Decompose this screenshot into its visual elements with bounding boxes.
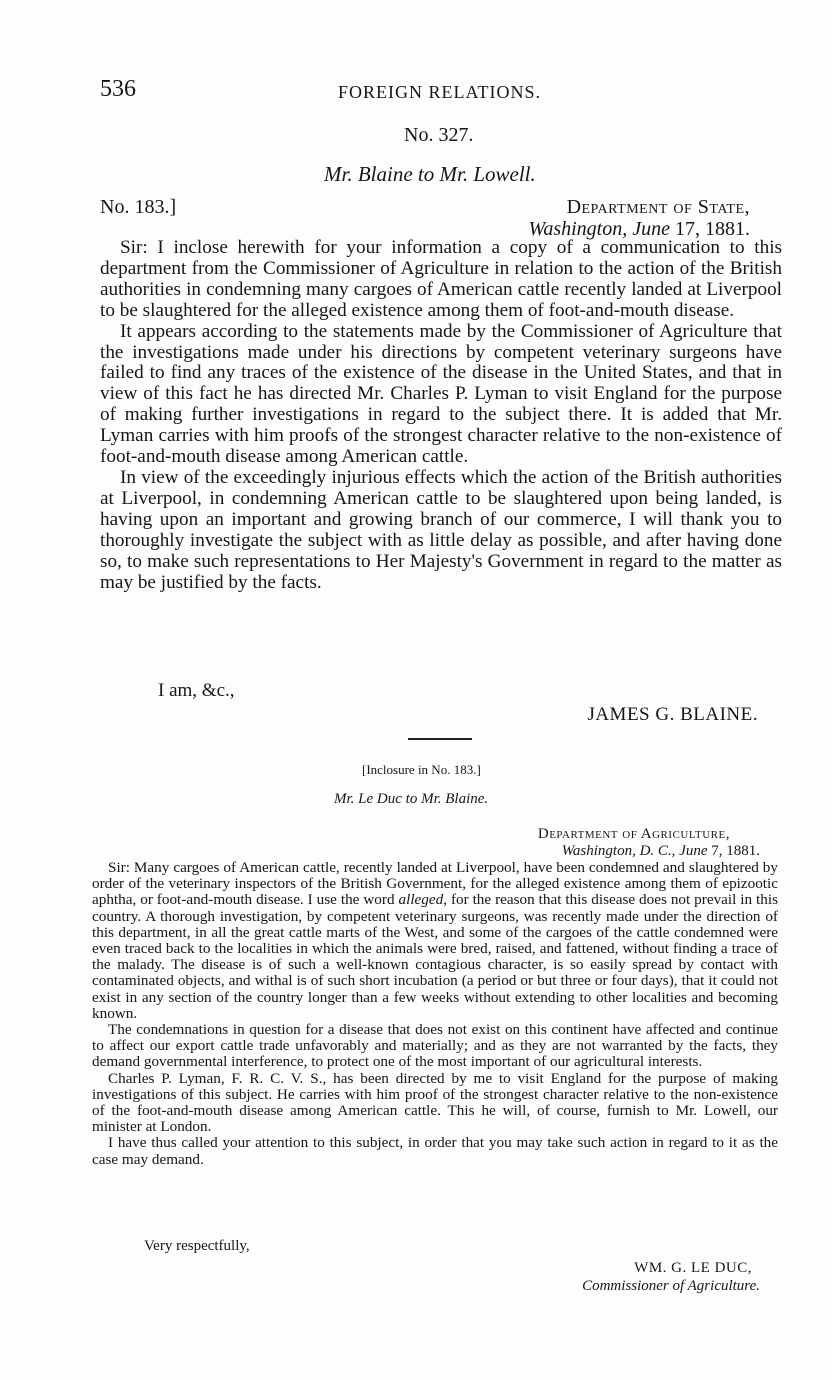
document-number: No. 327.	[404, 124, 474, 146]
inclosure-emphasis: alleged	[398, 891, 444, 909]
inclosure-heading: Mr. Le Duc to Mr. Blaine.	[334, 791, 489, 807]
despatch-number: No. 183.]	[100, 196, 177, 218]
letter-heading: Mr. Blaine to Mr. Lowell.	[324, 162, 536, 186]
letter-paragraph: It appears according to the statements made by the Commissioner of Agriculture that the investigations made under his directions by competent veterinary surgeons have failed to find any traces of the existence of the disease in the United States, and that in view of this fact he has directed Mr. Charles P. Lyman to visit England for the purpose of making further investigations in regard to the subject there. It is added that Mr. Lyman carries with him proofs of the strongest character relative to the non-existence of foot-and-mouth disease among American cattle.	[100, 320, 782, 468]
inclosure-signature: WM. G. LE DUC,	[634, 1260, 752, 1276]
inclosure-paragraph	[92, 860, 778, 1022]
running-title: FOREIGN RELATIONS.	[338, 82, 542, 102]
inclosure-label: [Inclosure in No. 183.]	[362, 762, 481, 777]
letter-closing: I am, &c.,	[158, 680, 235, 701]
page-number: 536	[100, 76, 136, 102]
letter-signature: JAMES G. BLAINE.	[587, 704, 758, 725]
letter-paragraph: Sir: I inclose herewith for your information a copy of a communication to this department from the Commissioner of Agriculture in relation to the action of the British authorities in condemning many cargoes of American cattle recently landed at Liverpool to be slaughtered for the alleged existence among them of foot-and-mouth disease.	[100, 237, 782, 321]
letter-date-day: 17, 1881.	[670, 218, 750, 240]
letter-date-place: Washington, June	[528, 218, 670, 240]
letter-department	[567, 196, 750, 219]
letter-paragraph: In view of the exceedingly injurious effects which the action of the British authorities at Liverpool, in condemning American cattle to be slaughtered upon being landed, is having upon an important and growing branch of our commerce, I will thank you to thoroughly investigate the subject with as little delay as possible, and after having done so, to make such representations to Her Majesty's Government in regard to the matter as may be justified by the facts.	[100, 466, 782, 593]
inclosure-signer-title: Commissioner of Agriculture.	[582, 1278, 760, 1294]
inclosure-text: Sir: Many cargoes of American cattle, recently landed at Liverpool, have been condemned and slaughtered by order of the veterinary inspectors of the British Government, for the alleged existence among them of epizootic aphtha, or foot-and-mouth disease. I use the word	[92, 859, 778, 909]
inclosure-date	[562, 843, 760, 860]
inclosure-paragraph: The condemnations in question for a disease that does not exist on this continent have affected and continue to affect our export cattle trade unfavorably and materially; and as they are not warranted by the facts, they demand governmental interference, to protect one of the most important of our agricultural interests.	[92, 1021, 778, 1071]
inclosure-department-text: Department of Agriculture,	[537, 826, 730, 842]
inclosure-body	[92, 860, 778, 1168]
letter-department-text: Department of State,	[566, 196, 750, 218]
letter-body	[100, 238, 782, 593]
inclosure-closing: Very respectfully,	[144, 1238, 250, 1254]
inclosure-department	[538, 826, 730, 843]
inclosure-date-day: 7, 1881.	[707, 843, 760, 859]
inclosure-paragraph: I have thus called your attention to this subject, in order that you may take such action in regard to it as the case may demand.	[92, 1134, 778, 1168]
inclosure-date-place: Washington, D. C., June	[561, 843, 708, 859]
inclosure-paragraph: Charles P. Lyman, F. R. C. V. S., has been directed by me to visit England for the purpose of making investigations of this subject. He carries with him proof of the strongest character relative to the non-existence of the foot-and-mouth disease among American cattle. This he will, of course, furnish to Mr. Lowell, our minister at London.	[92, 1069, 778, 1136]
section-divider	[408, 738, 472, 740]
inclosure-text: , for the reason that this disease does not prevail in this country. A thorough investigation, by competent veterinary surgeons, was recently made under the direction of this department, in all the great cattle marts of the West, and some of the cargoes of the cattle condemned were even traced back to the localities in which the animals were bred, raised, and fattened, without finding a trace of the malady. The disease is of such a well-known contagious character, is so easily spread by contact with contaminated objects, and withal is of such short incubation (a period or but three or four days), that it could not exist in any section of the country longer than a few weeks without extending to other localities and becoming known.	[92, 891, 778, 1022]
